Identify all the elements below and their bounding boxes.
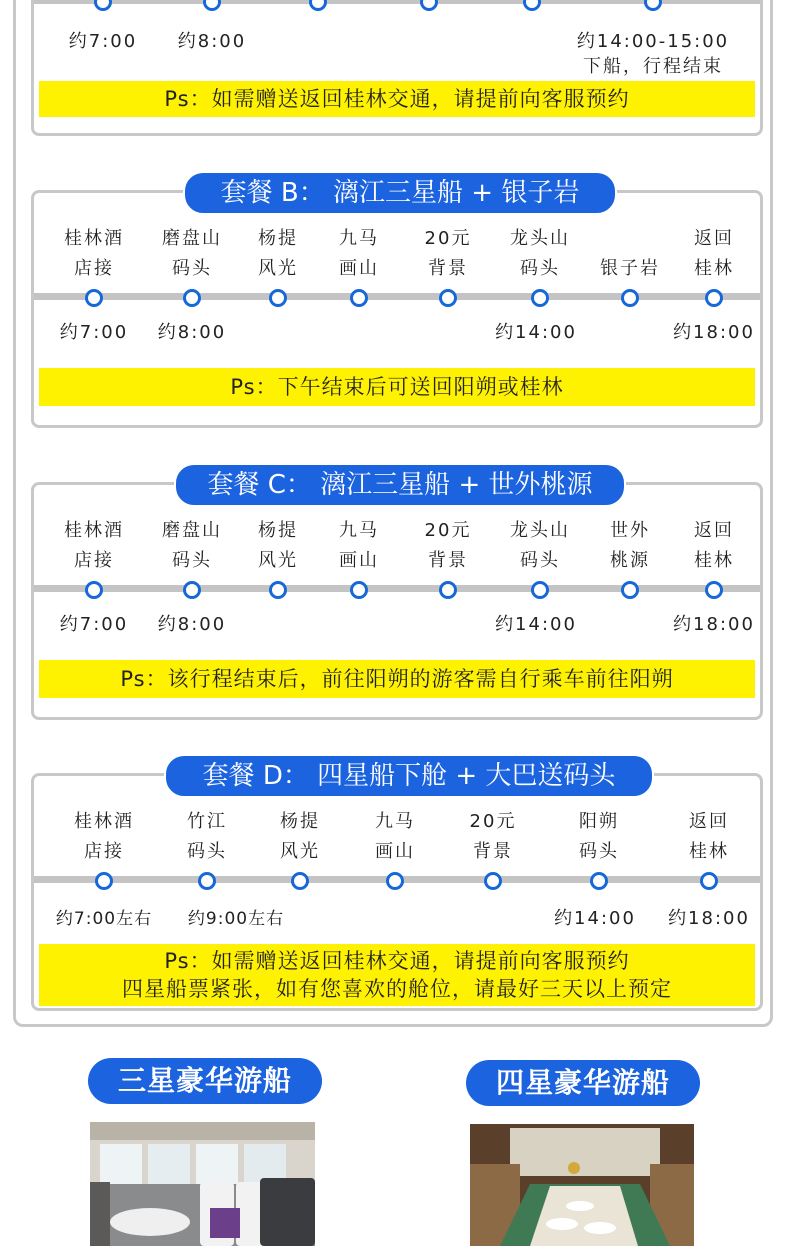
timeline-dot (198, 872, 216, 890)
stop-label: 返回 桂林 (694, 520, 734, 571)
timeline-track (34, 585, 760, 592)
ps-line: 四星船票紧张，如有您喜欢的舱位，请最好三天以上预定 (122, 977, 672, 1001)
timeline-dot (183, 581, 201, 599)
stop-label: 20元 背景 (424, 228, 472, 279)
stop-label: 龙头山 码头 (510, 228, 570, 279)
package-title: 套餐 C： 漓江三星船 + 世外桃源 (174, 463, 626, 507)
timeline-dot (531, 289, 549, 307)
time-label: 约14:00 (495, 614, 577, 635)
package-c-card (31, 470, 763, 720)
stop-label: 杨提 风光 (280, 811, 320, 862)
timeline-dot (269, 289, 287, 307)
ps-note: Ps：下午结束后可送回阳朔或桂林 (39, 368, 755, 406)
stop-label: 桂林酒 店接 (64, 520, 124, 571)
timeline-dot (85, 289, 103, 307)
time-label: 约7:00 (59, 614, 129, 635)
time-label: 约7:00 (68, 31, 138, 52)
timeline-dot (705, 581, 723, 599)
time-label: 约18:00 (673, 614, 755, 635)
stop-label: 20元 背景 (469, 811, 517, 862)
timeline-dot (309, 0, 327, 11)
stop-label: 世外 桃源 (610, 520, 650, 571)
stop-label: 20元 背景 (424, 520, 472, 571)
timeline-dot (439, 581, 457, 599)
stop-label: 银子岩 (600, 258, 660, 279)
timeline-dot (705, 289, 723, 307)
timeline-dot (484, 872, 502, 890)
time-label: 约8:00 (157, 614, 227, 635)
timeline-dot (291, 872, 309, 890)
time-label: 约14:00 (495, 322, 577, 343)
three-star-cabin-photo (90, 1122, 315, 1246)
time-label: 约18:00 (668, 908, 750, 929)
timeline-dot (439, 289, 457, 307)
timeline-dot (420, 0, 438, 11)
package-b-card (31, 178, 763, 428)
end-note: 下船，行程结束 (583, 56, 723, 77)
package-d-card (31, 761, 763, 1011)
stop-label: 龙头山 码头 (510, 520, 570, 571)
ps-note: Ps：如需赠送返回桂林交通，请提前向客服预约 (39, 81, 755, 117)
timeline-dot (95, 872, 113, 890)
stop-label: 桂林酒 店接 (64, 228, 124, 279)
stop-label: 返回 桂林 (689, 811, 729, 862)
stop-label: 九马 画山 (375, 811, 415, 862)
timeline-track (34, 293, 760, 300)
timeline-dot (94, 0, 112, 11)
timeline-dot (523, 0, 541, 11)
three-star-cruise-title: 三星豪华游船 (88, 1058, 322, 1104)
stop-label: 九马 画山 (339, 520, 379, 571)
timeline-dot (531, 581, 549, 599)
stop-label: 返回 桂林 (694, 228, 734, 279)
time-label: 约14:00 (554, 908, 636, 929)
timeline-dot (621, 581, 639, 599)
package-title: 套餐 B： 漓江三星船 + 银子岩 (183, 171, 617, 215)
timeline-dot (350, 289, 368, 307)
timeline-dot (386, 872, 404, 890)
time-label: 约7:00左右 (55, 909, 153, 929)
timeline-dot (183, 289, 201, 307)
timeline-dot (203, 0, 221, 11)
stop-label: 杨提 风光 (258, 228, 298, 279)
four-star-dining-photo (470, 1124, 694, 1246)
timeline-dot (621, 289, 639, 307)
time-label: 约9:00左右 (187, 909, 285, 929)
time-label: 约8:00 (157, 322, 227, 343)
time-label: 约18:00 (673, 322, 755, 343)
four-star-cruise-title: 四星豪华游船 (466, 1060, 700, 1106)
ps-note: Ps：该行程结束后，前往阳朔的游客需自行乘车前往阳朔 (39, 660, 755, 698)
timeline-dot (700, 872, 718, 890)
timeline-dot (350, 581, 368, 599)
stop-label: 九马 画山 (339, 228, 379, 279)
ps-line: Ps：如需赠送返回桂林交通，请提前向客服预约 (164, 949, 630, 973)
package-a-card (31, 0, 763, 136)
time-label: 约14:00-15:00 (576, 31, 730, 52)
stop-label: 磨盘山 码头 (162, 520, 222, 571)
stop-label: 杨提 风光 (258, 520, 298, 571)
timeline-dot (590, 872, 608, 890)
time-label: 约7:00 (59, 322, 129, 343)
stop-label: 磨盘山 码头 (162, 228, 222, 279)
stop-label: 阳朔 码头 (579, 811, 619, 862)
ps-note (39, 944, 755, 1006)
time-label: 约8:00 (177, 31, 247, 52)
stop-label: 桂林酒 店接 (74, 811, 134, 862)
package-title: 套餐 D： 四星船下舱 + 大巴送码头 (164, 754, 654, 798)
timeline-dot (269, 581, 287, 599)
stop-label: 竹江 码头 (187, 811, 227, 862)
timeline-dot (644, 0, 662, 11)
timeline-dot (85, 581, 103, 599)
